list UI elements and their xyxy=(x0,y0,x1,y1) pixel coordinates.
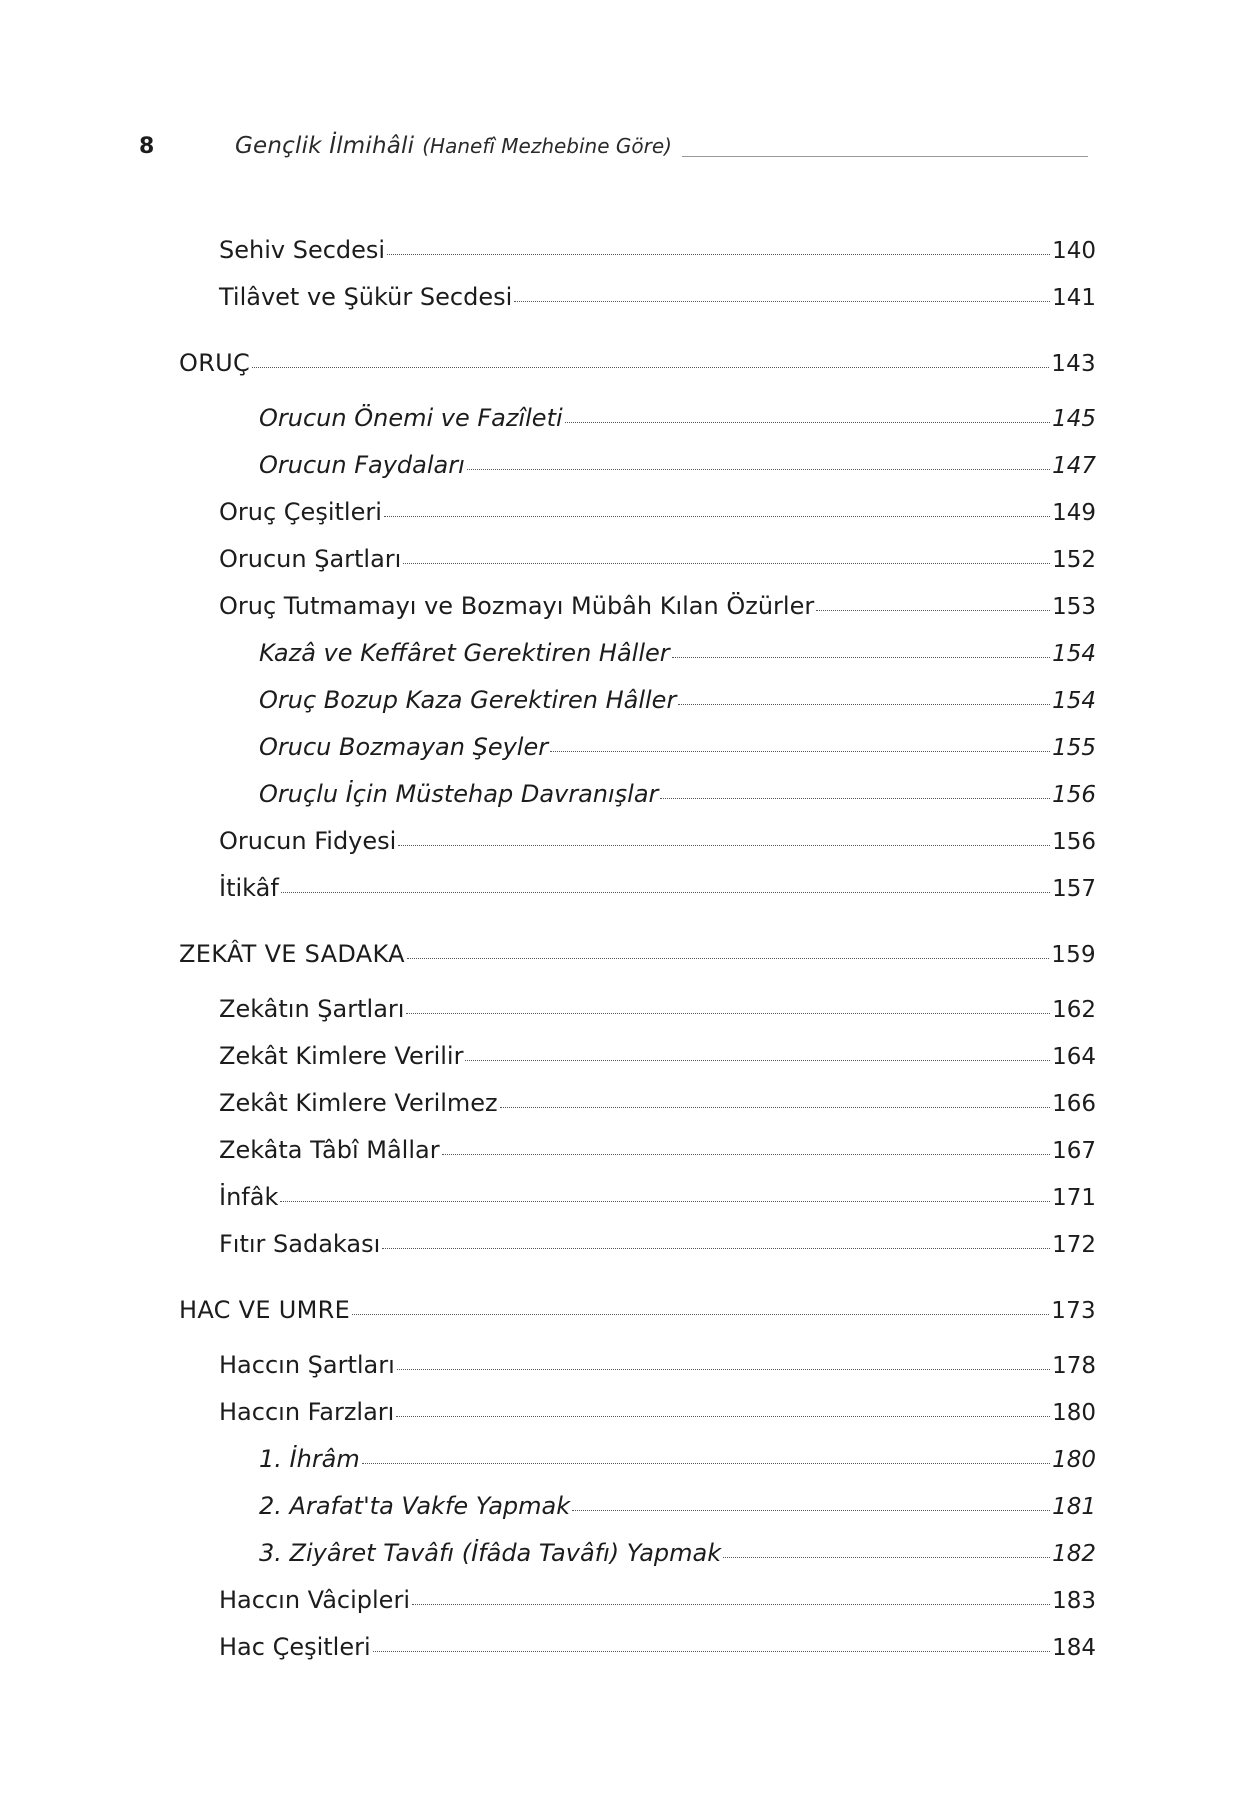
toc-entry-page: 156 xyxy=(1052,829,1096,855)
toc-entry-title: Oruç Çeşitleri xyxy=(219,498,382,526)
toc-entry-title: Kazâ ve Keffâret Gerektiren Hâller xyxy=(259,639,670,667)
toc-entry-title: Haccın Farzları xyxy=(219,1398,395,1426)
dot-leader xyxy=(660,798,1050,799)
dot-leader xyxy=(396,1416,1050,1417)
dot-leader xyxy=(565,422,1050,423)
toc-entry-title: İtikâf xyxy=(219,874,279,902)
toc-entry-title: Oruçlu İçin Müstehap Davranışlar xyxy=(259,780,659,808)
dot-leader xyxy=(397,1369,1050,1370)
toc-subentry[interactable] xyxy=(259,780,1096,814)
toc-subentry[interactable] xyxy=(259,1492,1096,1526)
toc-entry[interactable] xyxy=(219,592,1096,626)
toc-entry-page: 145 xyxy=(1052,406,1096,432)
toc-entry-title: Haccın Şartları xyxy=(219,1351,395,1379)
toc-entry-page: 184 xyxy=(1052,1635,1096,1661)
page-number: 8 xyxy=(139,134,155,159)
dot-leader xyxy=(384,516,1050,517)
book-title: Gençlik İlmihâli xyxy=(235,133,415,159)
toc-entry[interactable] xyxy=(219,1633,1096,1667)
toc-entry-page: 153 xyxy=(1052,594,1096,620)
toc-entry-page: 140 xyxy=(1052,238,1096,264)
toc-subentry[interactable] xyxy=(259,1539,1096,1573)
toc-entry-page: 156 xyxy=(1052,782,1096,808)
toc-entry-page: 155 xyxy=(1052,735,1096,761)
dot-leader xyxy=(407,958,1049,959)
toc-entry-page: 143 xyxy=(1051,351,1096,377)
toc-entry-title: Orucun Önemi ve Fazîleti xyxy=(259,404,563,432)
toc-entry-title: Zekâtın Şartları xyxy=(219,995,405,1023)
dot-leader xyxy=(500,1107,1050,1108)
toc-entry-title: Sehiv Secdesi xyxy=(219,236,386,264)
toc-entry-page: 154 xyxy=(1052,688,1096,714)
dot-leader xyxy=(572,1510,1050,1511)
toc-subentry[interactable] xyxy=(259,404,1096,438)
toc-entry-title: ORUÇ xyxy=(179,349,251,377)
toc-entry-page: 159 xyxy=(1051,942,1096,968)
toc-entry[interactable] xyxy=(219,827,1096,861)
toc-entry-page: 152 xyxy=(1052,547,1096,573)
toc-entry-title: Orucun Fidyesi xyxy=(219,827,397,855)
toc-entry[interactable] xyxy=(219,545,1096,579)
toc-entry-page: 172 xyxy=(1052,1232,1096,1258)
toc-entry[interactable] xyxy=(219,1136,1096,1170)
toc-entry-title: 1. İhrâm xyxy=(259,1445,360,1473)
toc-entry-page: 141 xyxy=(1052,285,1096,311)
toc-entry-title: Orucun Faydaları xyxy=(259,451,465,479)
toc-entry-page: 167 xyxy=(1052,1138,1096,1164)
toc-entry[interactable] xyxy=(219,874,1096,908)
dot-leader xyxy=(362,1463,1050,1464)
toc-entry-page: 171 xyxy=(1052,1185,1096,1211)
dot-leader xyxy=(398,845,1050,846)
toc-entry[interactable] xyxy=(219,1398,1096,1432)
dot-leader xyxy=(678,704,1050,705)
dot-leader xyxy=(672,657,1050,658)
toc-entry-page: 154 xyxy=(1052,641,1096,667)
toc-entry-page: 181 xyxy=(1052,1494,1096,1520)
toc-entry[interactable] xyxy=(219,1042,1096,1076)
toc-entry-page: 178 xyxy=(1052,1353,1096,1379)
toc-entry-page: 183 xyxy=(1052,1588,1096,1614)
toc-entry-title: ZEKÂT VE SADAKA xyxy=(179,940,405,968)
toc-entry[interactable] xyxy=(219,498,1096,532)
dot-leader xyxy=(382,1248,1050,1249)
toc-entry[interactable] xyxy=(219,995,1096,1029)
toc-section-heading[interactable] xyxy=(179,349,1096,383)
dot-leader xyxy=(373,1651,1050,1652)
dot-leader xyxy=(514,301,1050,302)
toc-section-heading[interactable] xyxy=(179,1296,1096,1330)
toc-entry-page: 157 xyxy=(1052,876,1096,902)
toc-entry-page: 182 xyxy=(1052,1541,1096,1567)
dot-leader xyxy=(465,1060,1050,1061)
toc-entry-title: Zekâta Tâbî Mâllar xyxy=(219,1136,440,1164)
toc-subentry[interactable] xyxy=(259,639,1096,673)
dot-leader xyxy=(816,610,1050,611)
toc-subentry[interactable] xyxy=(259,686,1096,720)
toc-subentry[interactable] xyxy=(259,451,1096,485)
dot-leader xyxy=(442,1154,1051,1155)
toc-entry[interactable] xyxy=(219,1230,1096,1264)
dot-leader xyxy=(352,1314,1049,1315)
book-subtitle: (Hanefî Mezhebine Göre) xyxy=(422,134,672,158)
dot-leader xyxy=(387,254,1050,255)
toc-entry-title: İnfâk xyxy=(219,1183,279,1211)
toc-subentry[interactable] xyxy=(259,733,1096,767)
toc-entry-title: 3. Ziyâret Tavâfı (İfâda Tavâfı) Yapmak xyxy=(259,1539,722,1567)
toc-entry-page: 162 xyxy=(1052,997,1096,1023)
toc-entry[interactable] xyxy=(219,1089,1096,1123)
toc-entry-page: 164 xyxy=(1052,1044,1096,1070)
toc-entry-title: Oruç Bozup Kaza Gerektiren Hâller xyxy=(259,686,677,714)
dot-leader xyxy=(723,1557,1050,1558)
dot-leader xyxy=(467,469,1050,470)
toc-entry-title: Zekât Kimlere Verilir xyxy=(219,1042,464,1070)
toc-entry[interactable] xyxy=(219,1586,1096,1620)
toc-entry-title: HAC VE UMRE xyxy=(179,1296,351,1324)
dot-leader xyxy=(406,1013,1050,1014)
toc-entry-title: Haccın Vâcipleri xyxy=(219,1586,410,1614)
dot-leader xyxy=(252,367,1049,368)
dot-leader xyxy=(403,563,1050,564)
toc-entry-title: 2. Arafat'ta Vakfe Yapmak xyxy=(259,1492,571,1520)
toc-entry-page: 149 xyxy=(1052,500,1096,526)
toc-entry-title: Hac Çeşitleri xyxy=(219,1633,371,1661)
toc-entry-page: 166 xyxy=(1052,1091,1096,1117)
toc-section-heading[interactable] xyxy=(179,940,1096,974)
toc-entry[interactable] xyxy=(219,283,1096,317)
toc-subentry[interactable] xyxy=(259,1445,1096,1479)
toc-entry-title: Zekât Kimlere Verilmez xyxy=(219,1089,498,1117)
dot-leader xyxy=(550,751,1050,752)
toc-entry-page: 147 xyxy=(1052,453,1096,479)
toc-entry-page: 180 xyxy=(1052,1447,1096,1473)
dot-leader xyxy=(281,892,1050,893)
toc-entry-title: Oruç Tutmamayı ve Bozmayı Mübâh Kılan Özürler xyxy=(219,592,815,620)
toc-entry-title: Orucun Şartları xyxy=(219,545,402,573)
toc-entry[interactable] xyxy=(219,1183,1096,1217)
toc-entry-title: Tilâvet ve Şükür Secdesi xyxy=(219,283,513,311)
toc-entry-page: 173 xyxy=(1051,1298,1096,1324)
toc-entry[interactable] xyxy=(219,236,1096,270)
toc-entry[interactable] xyxy=(219,1351,1096,1385)
toc-entry-title: Fıtır Sadakası xyxy=(219,1230,381,1258)
dot-leader xyxy=(412,1604,1050,1605)
toc-entry-page: 180 xyxy=(1052,1400,1096,1426)
dot-leader xyxy=(280,1201,1050,1202)
toc-entry-title: Orucu Bozmayan Şeyler xyxy=(259,733,549,761)
